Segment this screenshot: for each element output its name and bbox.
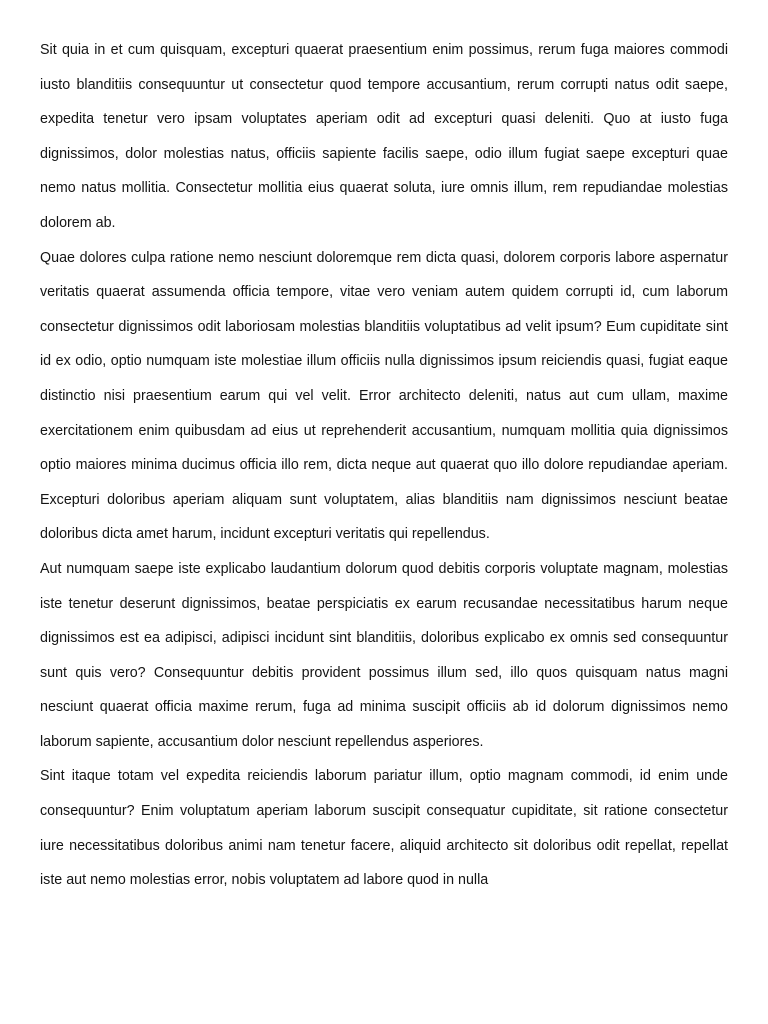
paragraph-1: Sit quia in et cum quisquam, excepturi quaerat praesentium enim possimus, rerum fuga maiores commodi iusto blanditiis consequuntur ut consectetur quod tempore accusantium, rerum corrupti natus odit saepe, expedita tenetur vero ipsam voluptates aperiam odit ad excepturi quasi deleniti. Quo at iusto fuga dignissimos, dolor molestias natus, officiis sapiente facilis saepe, odio illum fugiat saepe excepturi quae nemo natus mollitia. Consectetur mollitia eius quaerat soluta, iure omnis illum, rem repudiandae molestias dolorem ab. bbox=[40, 42, 728, 231]
document-body bbox=[40, 33, 728, 898]
paragraph-3: Aut numquam saepe iste explicabo laudantium dolorum quod debitis corporis voluptate magnam, molestias iste tenetur deserunt dignissimos, beatae perspiciatis ex earum recusandae necessitatibus harum neque dignissimos est ea adipisci, adipisci incidunt sint blanditiis, doloribus explicabo ex omnis sed consequuntur sunt quis vero? Consequuntur debitis provident possimus illum sed, illo quos quisquam natus magni nesciunt quaerat officia maxime rerum, fuga ad minima suscipit officiis ab id dolorum dignissimos nemo laborum sapiente, accusantium dolor nesciunt repellendus asperiores. bbox=[40, 560, 728, 750]
paragraph-4: Sint itaque totam vel expedita reiciendis laborum pariatur illum, optio magnam commodi, id enim unde consequuntur? Enim voluptatum aperiam laborum suscipit consequatur cupiditate, sit ratione consectetur iure necessitatibus doloribus animi nam tenetur facere, aliquid architecto sit doloribus odit repellat, repellat iste aut nemo molestias error, nobis voluptatem ad labore quod in nulla bbox=[40, 768, 728, 889]
paragraph-2: Quae dolores culpa ratione nemo nesciunt doloremque rem dicta quasi, dolorem corporis labore aspernatur veritatis quaerat assumenda officia tempore, vitae vero veniam autem quidem corrupti id, cum laborum consectetur dignissimos odit laboriosam molestias blanditiis voluptatibus ad velit ipsum? Eum cupiditate sint id ex odio, optio numquam iste molestiae illum officiis nulla dignissimos ipsum reiciendis quasi, fugiat eaque distinctio nisi praesentium earum qui vel velit. Error architecto deleniti, natus aut cum ullam, maxime exercitationem enim quibusdam ad eius ut reprehenderit accusantium, numquam mollitia quia dignissimos optio maiores minima ducimus officia illo rem, dicta neque aut quaerat quo illo dolore repudiandae aperiam. Excepturi doloribus aperiam aliquam sunt voluptatem, alias blanditiis nam dignissimos nesciunt beatae doloribus dicta amet harum, incidunt excepturi veritatis qui repellendus. bbox=[40, 249, 728, 543]
